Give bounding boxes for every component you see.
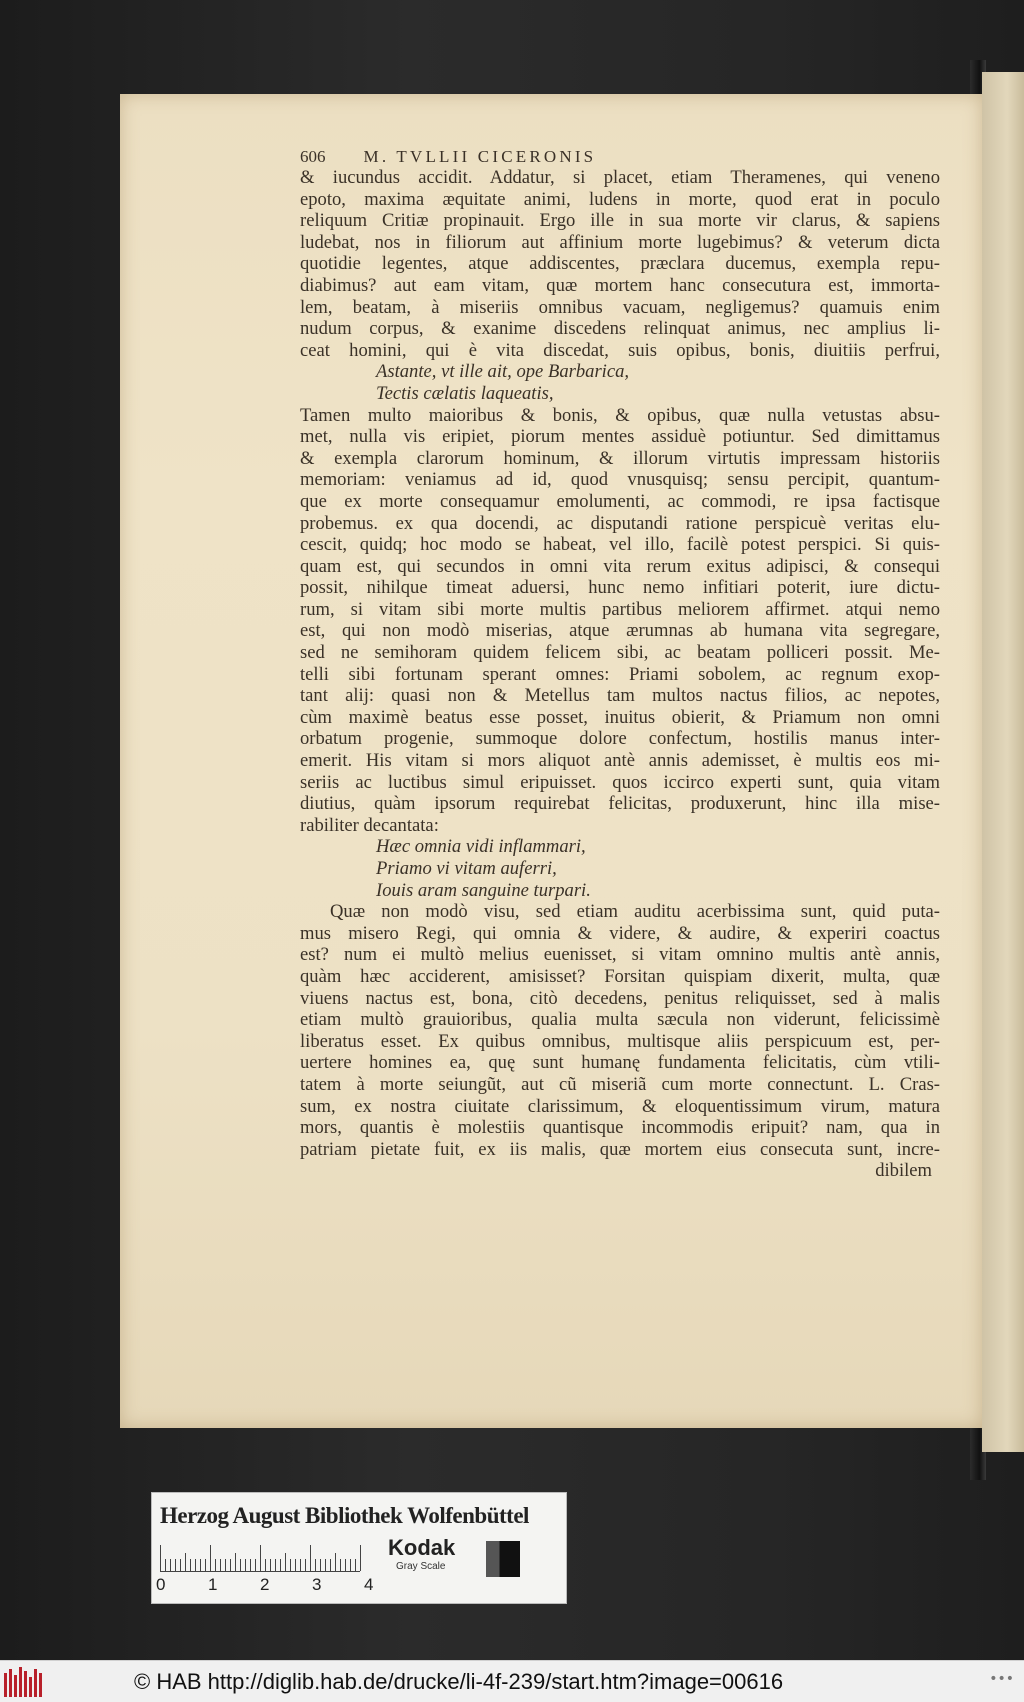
text-line: met, nulla vis eripiet, piorum mentes assiduè potiuntur. Sed dimittamus: [300, 426, 940, 448]
ruler-tick: [355, 1559, 356, 1571]
ruler-tick: [310, 1545, 311, 1571]
verse-line: Tectis cælatis laqueatis,: [376, 382, 554, 404]
verse-line: Priamo vi vitam auferri,: [376, 858, 557, 879]
ruler-number: 3: [312, 1575, 322, 1594]
ruler-tick: [300, 1559, 301, 1571]
ruler-tick: [320, 1559, 321, 1571]
text-line: tant alij: quasi non & Metellus tam multos nactus filios, ac nepotes,: [300, 685, 940, 707]
text-line: seriis ac luctibus simul eripuisset. quos iccirco experti sunt, quia vitam: [300, 771, 940, 793]
ruler-tick: [205, 1559, 206, 1571]
text-line: cescit, quidq; hoc modo se habeat, vel illo, facilè potest perspici. Si quis-: [300, 534, 940, 556]
library-name: Herzog August Bibliothek Wolfenbüttel: [160, 1503, 529, 1528]
text-line: memoriam: veniamus ad id, quod vnusquisq; sensu percipit, quantum-: [300, 469, 940, 491]
ruler-tick: [280, 1559, 281, 1571]
text-line: patriam pietate fuit, ex iis malis, quæ mortem eius consecuta sunt, incre-: [300, 1138, 940, 1160]
text-line: quam est, qui secundos in omni vita rerum exitus adipisci, & consequi: [300, 555, 940, 577]
ruler-tick: [305, 1559, 306, 1571]
footer-bar: [0, 1660, 1024, 1702]
verse-quote-1: [300, 361, 940, 404]
kodak-logo: Kodak: [388, 1535, 456, 1560]
ruler-tick: [260, 1545, 261, 1571]
text-line: rum, si vitam sibi morte multis partibus meliorem affirmet. atqui nemo: [300, 598, 940, 620]
ruler-tick: [255, 1559, 256, 1571]
ruler-number: 4: [364, 1575, 374, 1594]
color-calibration-card: [151, 1492, 567, 1604]
ruler-tick: [265, 1559, 266, 1571]
ruler-tick: [315, 1559, 316, 1571]
page-header: [300, 146, 940, 166]
text-line: que ex morte consequamur emolumenti, ac commodi, re ipsa factisque: [300, 490, 940, 512]
ruler-tick: [290, 1559, 291, 1571]
ruler-tick: [220, 1559, 221, 1571]
ruler-tick: [335, 1553, 336, 1571]
text-line: rabiliter decantata:: [300, 814, 439, 836]
ruler-tick: [225, 1559, 226, 1571]
text-line: est? num ei multò melius euenisset, si vitam omnino multis antè annis,: [300, 944, 940, 966]
text-line: telli sibi fortunam sperant omnes: Priami sobolem, ac regnum exop-: [300, 663, 940, 685]
ruler-tick: [295, 1559, 296, 1571]
ruler-tick: [200, 1559, 201, 1571]
ruler-tick: [230, 1559, 231, 1571]
ruler-tick: [350, 1559, 351, 1571]
ruler-tick: [275, 1559, 276, 1571]
hab-logo-icon: [4, 1667, 46, 1697]
ruler-tick: [195, 1559, 196, 1571]
text-line: sed ne semihoram quidem felicem sibi, ac beatam polliceri possit. Me-: [300, 642, 940, 664]
ruler-tick: [165, 1559, 166, 1571]
ruler-tick: [235, 1553, 236, 1571]
text-line: tatem à morte seiungũt, aut cũ miseriã cum morte connectunt. L. Cras-: [300, 1073, 940, 1095]
text-line: quàm hæc acciderent, amisisset? Forsitan quispiam dixerit, multa, quæ: [300, 965, 940, 987]
gray-patch: [486, 1541, 520, 1577]
ruler-tick: [345, 1559, 346, 1571]
text-line: quotidie legentes, atque addiscentes, præclara ducemus, exempla repu-: [300, 253, 940, 275]
ruler-tick: [160, 1545, 161, 1571]
text-line: orbatum progenie, summoque dolore confectum, hostilis manus inter-: [300, 728, 940, 750]
text-line: ceat homini, qui è vita discedat, suis opibus, bonis, diuitiis perfrui,: [300, 339, 940, 361]
verse-line: Hæc omnia vidi inflammari,: [376, 836, 586, 858]
page-text: [300, 146, 940, 1182]
ruler-number: 2: [260, 1575, 270, 1594]
text-line: Tamen multo maioribus & bonis, & opibus, quæ nulla vetustas absu-: [300, 404, 940, 426]
text-line: sum, ex nostra ciuitate clarissimum, & eloquentissimum virum, matura: [300, 1095, 940, 1117]
scale-ruler: [160, 1543, 360, 1572]
text-line: & exempla clarorum hominum, & illorum virtutis impressam historiis: [300, 447, 940, 469]
text-line: est, qui non modò miserias, atque ærumnas ab humana vita segregare,: [300, 620, 940, 642]
text-line: etiam multò grauioribus, qualia multa sæcula non viderunt, felicissimè: [300, 1009, 940, 1031]
ruler-tick: [185, 1553, 186, 1571]
ruler-tick: [175, 1559, 176, 1571]
running-head: M. TVLLII CICERONIS: [363, 147, 597, 166]
ruler-tick: [270, 1559, 271, 1571]
adjacent-page-edge: [982, 72, 1024, 1452]
paragraph-3: [300, 901, 940, 1160]
ruler-tick: [250, 1559, 251, 1571]
grayscale-label: Gray Scale: [396, 1561, 446, 1572]
text-line: mus misero Regi, qui omnia & videre, & audire, & experiri coactus: [300, 922, 940, 944]
text-line: cùm maximè beatus esse posset, inuitus obierit, & Priamum non omni: [300, 706, 940, 728]
text-line: epoto, maxima æquitate animi, ludens in morte, quod erat in poculo: [300, 188, 940, 210]
catchword: dibilem: [875, 1160, 932, 1182]
text-line: emerit. His vitam si mors aliquot antè annis ademisset, è multis eos mi-: [300, 750, 940, 772]
text-line: & iucundus accidit. Addatur, si placet, etiam Theramenes, qui veneno: [300, 167, 940, 188]
page-number: 606: [300, 147, 326, 166]
ruler-tick: [340, 1559, 341, 1571]
verse-line: Iouis aram sanguine turpari.: [376, 879, 591, 901]
text-line: reliquum Critiæ propinauit. Ergo ille in sua morte vir clarus, & sapiens: [300, 210, 940, 232]
ruler-number: 0: [156, 1575, 166, 1594]
ruler-tick: [170, 1559, 171, 1571]
ruler-tick: [245, 1559, 246, 1571]
paragraph-2: [300, 405, 940, 837]
text-line: mors, quantis è molestiis quantisque incommodis eripuit? nam, qua in: [300, 1117, 940, 1139]
ruler-tick: [285, 1553, 286, 1571]
text-line: ludebat, nos in filiorum aut affinium morte lugebimus? & veterum dicta: [300, 231, 940, 253]
text-line: possit, nihilque timeat aduersi, hunc nemo infitiari poterit, iure dictu-: [300, 577, 940, 599]
ruler-tick: [190, 1559, 191, 1571]
more-options-icon[interactable]: •••: [989, 1671, 1014, 1687]
ruler-tick: [210, 1545, 211, 1571]
text-line: diabimus? aut eam vitam, quæ mortem hanc consecutura est, immorta-: [300, 274, 940, 296]
verse-line: Astante, vt ille ait, ope Barbarica,: [376, 361, 630, 383]
footer-url[interactable]: © HAB http://diglib.hab.de/drucke/li-4f-239/start.htm?image=00616: [134, 1669, 784, 1694]
text-line: nudum corpus, & exanime discedens relinquat animus, nec amplius li-: [300, 318, 940, 340]
verse-quote-2: [300, 836, 940, 901]
ruler-tick: [180, 1559, 181, 1571]
text-line: lem, beatam, à miseriis omnibus vacuam, negligemus? quamuis enim: [300, 296, 940, 318]
text-line: uertere homines ea, quę sunt humanę fundamenta felicitatis, cùm vtili-: [300, 1052, 940, 1074]
text-line: viuens nactus est, bona, citò decedens, penitus reliquisset, sed à malis: [300, 987, 940, 1009]
ruler-number: 1: [208, 1575, 218, 1594]
ruler-numbers: [156, 1575, 376, 1595]
text-line: probemus. ex qua docendi, ac disputandi ratione perspicuè veritas elu-: [300, 512, 940, 534]
text-line: liberatus esset. Ex quibus omnibus, multisque aliis perspicuum est, per-: [300, 1030, 940, 1052]
text-line: diutius, quàm ipsorum requirebat felicitas, produxerunt, hinc illa mise-: [300, 793, 940, 815]
ruler-tick: [330, 1559, 331, 1571]
ruler-tick: [215, 1559, 216, 1571]
ruler-tick: [240, 1559, 241, 1571]
ruler-tick: [325, 1559, 326, 1571]
paragraph-1: [300, 167, 940, 361]
text-line: Quæ non modò visu, sed etiam auditu acerbissima sunt, quid puta-: [330, 901, 940, 923]
ruler-tick: [360, 1545, 361, 1571]
